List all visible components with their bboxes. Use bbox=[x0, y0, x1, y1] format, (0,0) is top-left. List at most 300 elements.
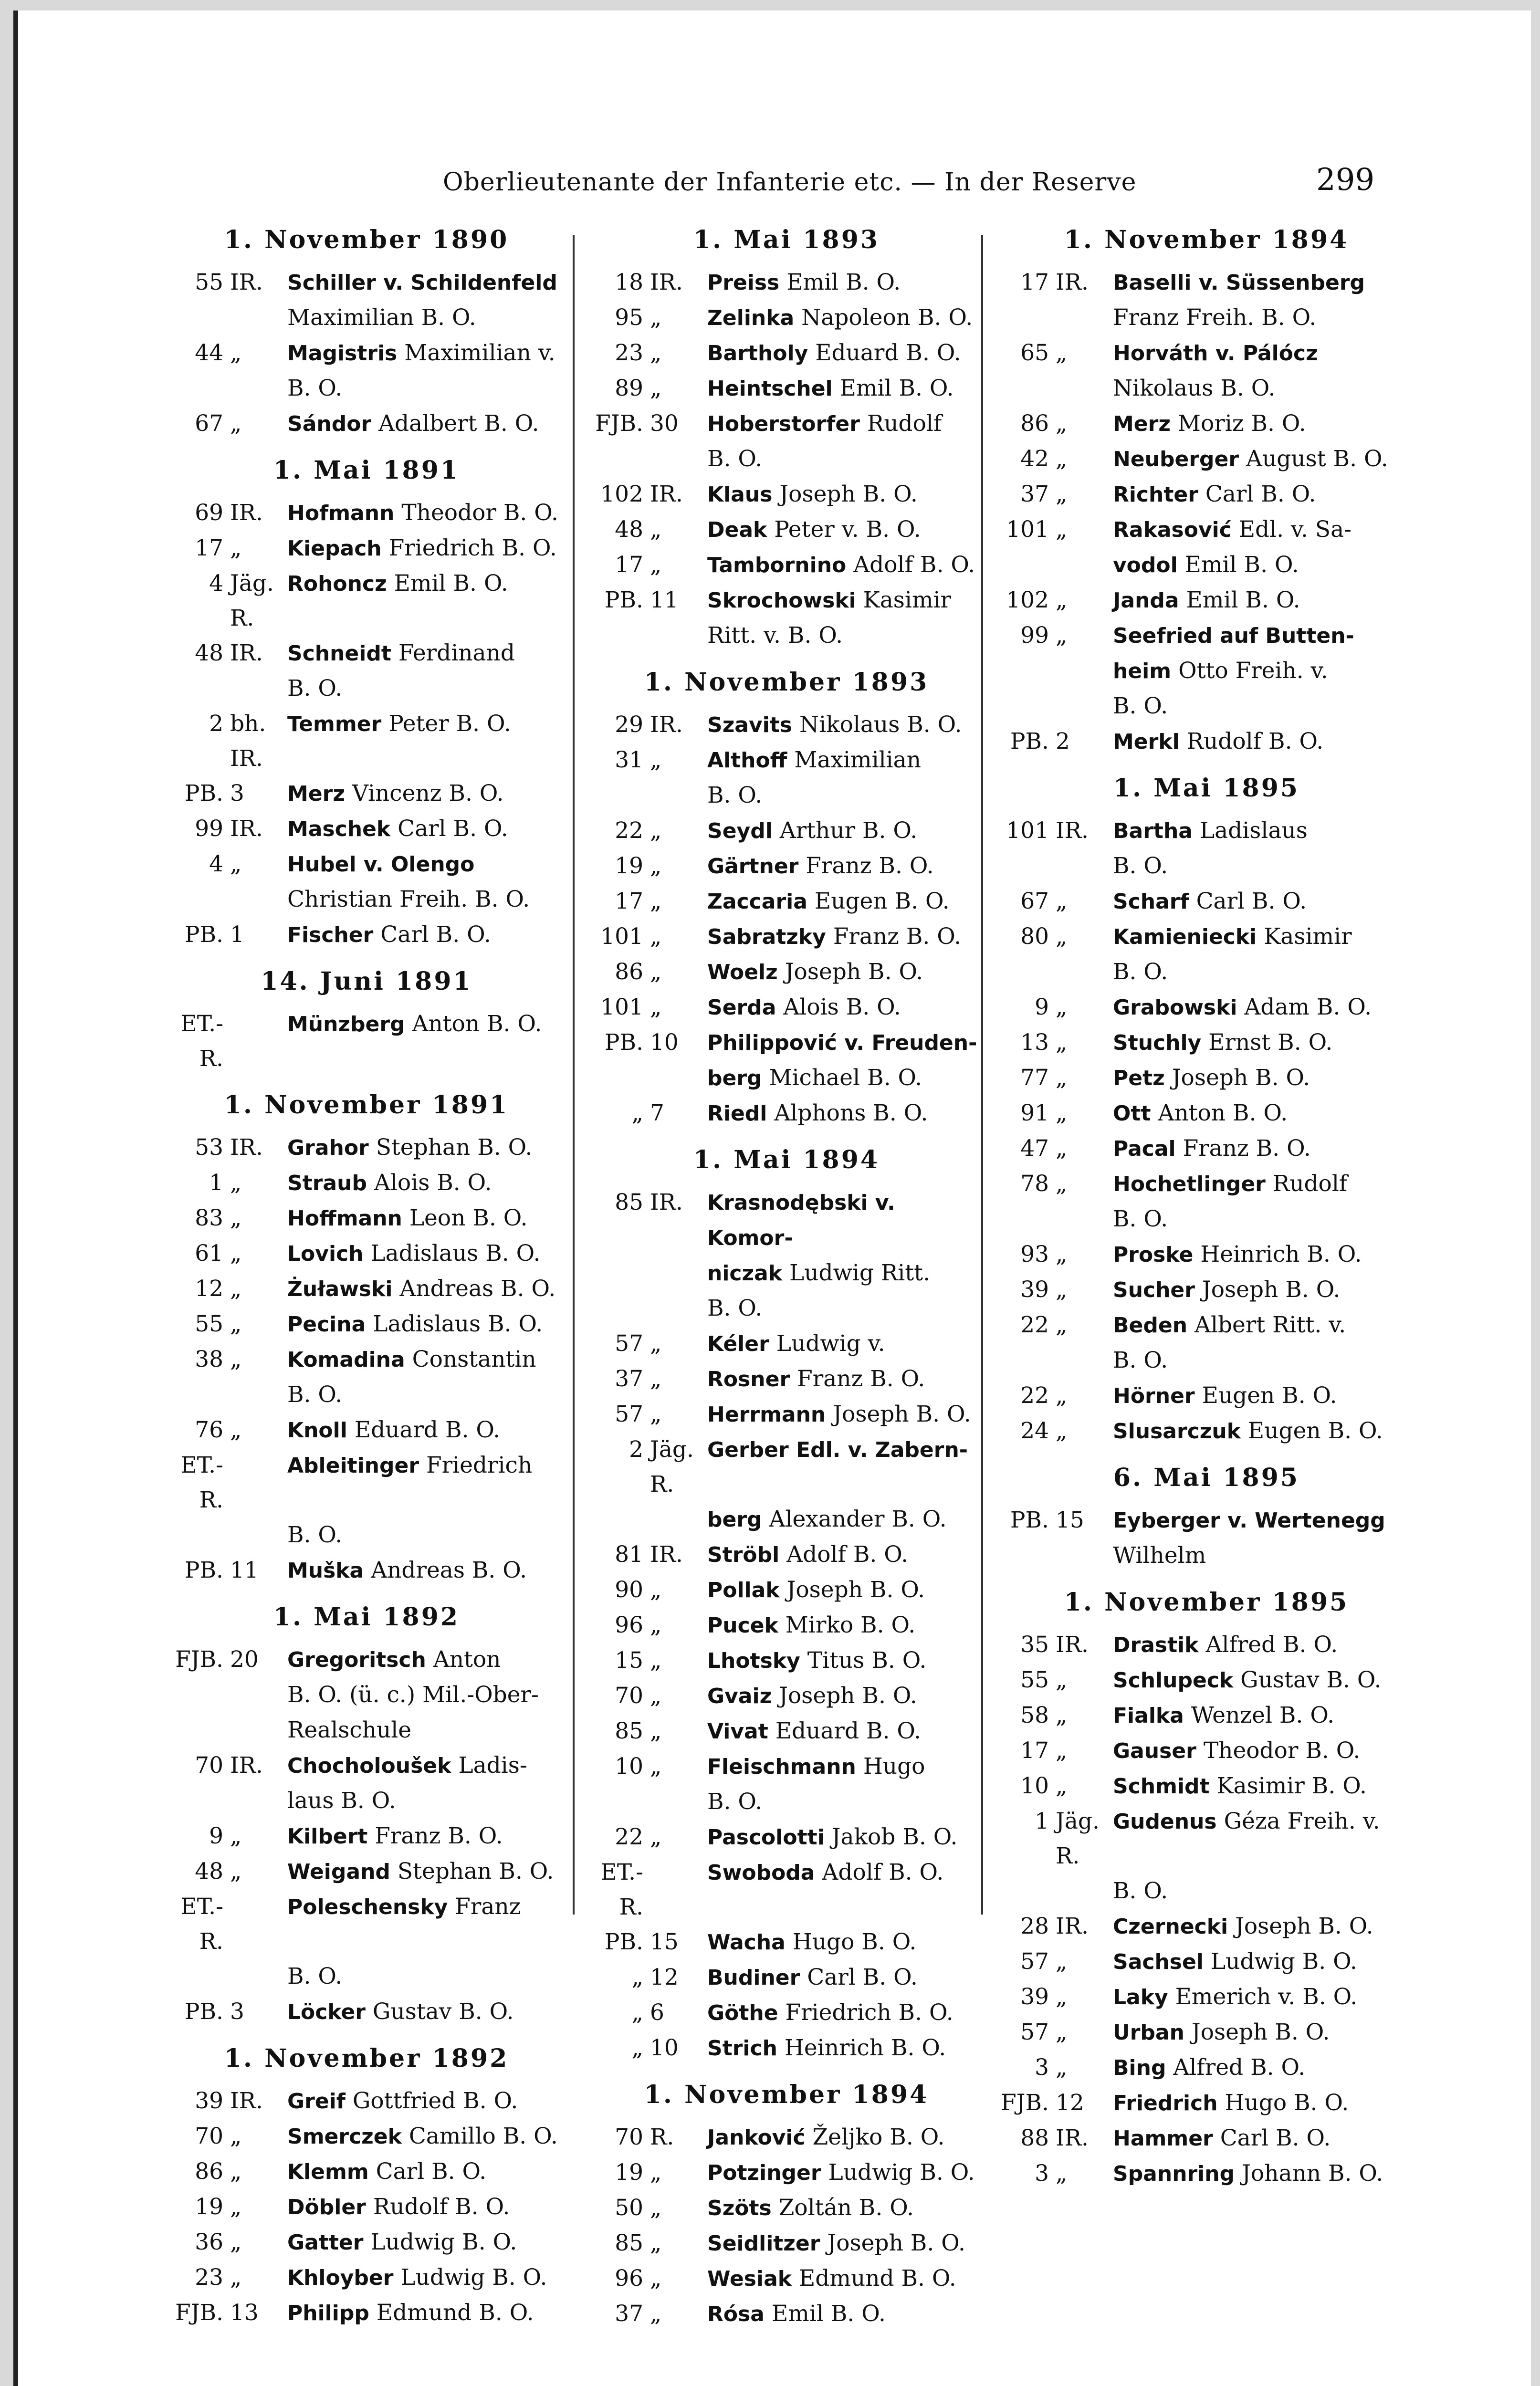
entry-regiment: IR. bbox=[1056, 269, 1089, 295]
entry-number bbox=[996, 1202, 1049, 1237]
entry-details: Stephan B. O. bbox=[397, 1858, 554, 1884]
roster-entry bbox=[591, 371, 982, 406]
entry-space bbox=[792, 712, 799, 738]
entry-surname: Weigand bbox=[287, 1860, 390, 1884]
entry-space bbox=[772, 1683, 779, 1709]
entry-space bbox=[1171, 410, 1178, 437]
entry-space bbox=[1189, 888, 1196, 914]
entry-space bbox=[807, 888, 815, 914]
roster-entry bbox=[591, 1326, 982, 1361]
entry-details: Albert Ritt. v. bbox=[1194, 1312, 1346, 1338]
roster-entry bbox=[996, 1979, 1416, 2015]
entry-details: B. O. bbox=[287, 375, 343, 401]
entry-details: laus B. O. bbox=[287, 1788, 396, 1814]
entry-text bbox=[707, 1820, 982, 1855]
entry-text bbox=[1113, 1272, 1416, 1308]
entry-text bbox=[287, 1642, 562, 1677]
entry-space bbox=[346, 2088, 353, 2114]
entry-space bbox=[363, 1240, 370, 1266]
entry-text bbox=[287, 917, 562, 952]
roster-entry bbox=[996, 1060, 1416, 1096]
entry-surname: Gvaiz bbox=[707, 1684, 772, 1708]
entry-surname: Grahor bbox=[287, 1136, 369, 1160]
entry-text bbox=[287, 1553, 562, 1588]
roster-entry bbox=[171, 1236, 562, 1271]
entry-text bbox=[287, 1819, 562, 1854]
entry-text bbox=[287, 371, 562, 406]
entry-number: 65 bbox=[1020, 340, 1049, 366]
entry-details: Christian Freih. B. O. bbox=[287, 886, 530, 912]
entry-regiment: „ bbox=[1056, 622, 1068, 649]
column-2 bbox=[591, 225, 982, 2332]
entry-text bbox=[707, 512, 982, 547]
entry-regiment: „ bbox=[1056, 1948, 1068, 1975]
entry-space bbox=[1178, 552, 1185, 578]
entry-surname: Proske bbox=[1113, 1243, 1194, 1267]
entry-details: Emil B. O. bbox=[394, 570, 508, 596]
entry-text bbox=[707, 954, 982, 990]
entry-space bbox=[1201, 1029, 1208, 1056]
entry-surname: Bartha bbox=[1113, 819, 1193, 843]
roster-entry bbox=[591, 583, 982, 618]
entry-details: Theodor B. O. bbox=[1203, 1737, 1361, 1764]
entry-regiment: IR. bbox=[650, 481, 683, 507]
entry-text bbox=[707, 1025, 982, 1060]
entry-number: 58 bbox=[1020, 1702, 1049, 1728]
entry-regiment bbox=[643, 1855, 707, 1925]
entry-regiment: „ bbox=[650, 1330, 662, 1357]
section-heading: 1. Mai 1892 bbox=[273, 1602, 460, 1632]
entry-text bbox=[287, 2119, 562, 2154]
entry-details: Rudolf B. O. bbox=[1186, 728, 1324, 754]
entry-text bbox=[1113, 477, 1416, 512]
entry-details: Vincenz B. O. bbox=[352, 780, 504, 806]
entry-text bbox=[1113, 547, 1416, 583]
entry-surname: Lovich bbox=[287, 1242, 364, 1266]
entry-number: 89 bbox=[615, 375, 643, 401]
entry-text bbox=[707, 441, 982, 477]
roster-entry bbox=[591, 1025, 982, 1060]
entry-text bbox=[1113, 1166, 1416, 1202]
entry-details: Ludwig B. O. bbox=[1210, 1948, 1357, 1975]
entry-details: Joseph B. O. bbox=[1191, 2019, 1330, 2045]
roster-entry bbox=[591, 1925, 982, 1960]
roster-entry bbox=[996, 1131, 1416, 1166]
entry-regiment: IR. bbox=[650, 1541, 683, 1568]
entry-text bbox=[707, 1678, 982, 1714]
entry-surname: Stuchly bbox=[1113, 1031, 1202, 1055]
entry-details: Realschule bbox=[287, 1717, 412, 1743]
entry-space bbox=[778, 959, 785, 985]
entry-text bbox=[707, 1643, 982, 1678]
entry-details: Ludwig B. O. bbox=[828, 2159, 975, 2186]
entry-number: 55 bbox=[195, 269, 223, 295]
entry-text bbox=[287, 2295, 562, 2331]
roster-entry bbox=[591, 743, 982, 778]
entry-space bbox=[373, 921, 380, 948]
entry-number: 99 bbox=[1020, 622, 1049, 649]
roster-entry bbox=[591, 848, 982, 884]
entry-surname: Budiner bbox=[707, 1966, 800, 1990]
entry-details: B. O. bbox=[707, 1789, 763, 1815]
entry-surname: Fialka bbox=[1113, 1704, 1184, 1728]
entry-surname: Merz bbox=[287, 782, 345, 806]
entry-text bbox=[707, 583, 982, 618]
entry-details: Wenzel B. O. bbox=[1191, 1702, 1335, 1728]
roster-entry bbox=[591, 1502, 982, 1537]
entry-regiment bbox=[223, 300, 287, 335]
entry-number: PB. bbox=[1010, 1507, 1049, 1533]
entry-number: 1 bbox=[1035, 1808, 1049, 1834]
entry-text bbox=[1113, 406, 1416, 441]
entry-number: 70 bbox=[195, 1752, 223, 1779]
entry-details: Ludwig B. O. bbox=[400, 2264, 547, 2291]
entry-regiment bbox=[643, 1060, 707, 1096]
entry-text bbox=[1113, 2156, 1416, 2191]
entry-regiment: 15 bbox=[1056, 1507, 1084, 1533]
roster-entry bbox=[996, 954, 1416, 990]
roster-entry bbox=[171, 406, 562, 441]
section-heading: 1. Mai 1891 bbox=[273, 456, 460, 485]
entry-number: 86 bbox=[1020, 410, 1049, 437]
entry-number bbox=[996, 689, 1049, 724]
entry-details: Eugen B. O. bbox=[1202, 1382, 1337, 1409]
entry-text bbox=[287, 1342, 562, 1377]
entry-number: 4 bbox=[209, 570, 223, 596]
entry-regiment: „ bbox=[650, 959, 662, 985]
entry-details: Alexander B. O. bbox=[769, 1506, 947, 1532]
entry-regiment: „ bbox=[650, 817, 662, 844]
entry-number: 1 bbox=[209, 1170, 223, 1196]
entry-space bbox=[815, 1859, 822, 1885]
entry-regiment: „ bbox=[1056, 2160, 1068, 2187]
entry-number: 39 bbox=[195, 2088, 223, 2114]
entry-text bbox=[1113, 1202, 1416, 1237]
entry-regiment: „ bbox=[230, 1170, 242, 1196]
entry-text bbox=[1113, 1627, 1416, 1663]
roster-entry bbox=[171, 335, 562, 371]
roster-entry bbox=[171, 1517, 562, 1553]
entry-number: 57 bbox=[1020, 2019, 1049, 2045]
entry-number: 86 bbox=[195, 2158, 223, 2185]
entry-space bbox=[1184, 1702, 1191, 1728]
entry-number: 101 bbox=[600, 923, 643, 950]
entry-regiment: 7 bbox=[650, 1100, 664, 1126]
roster-entry bbox=[171, 1413, 562, 1448]
roster-entry bbox=[171, 847, 562, 882]
entry-text bbox=[287, 1377, 562, 1413]
entry-details: Ludwig v. bbox=[776, 1330, 885, 1357]
roster-entry bbox=[171, 1165, 562, 1201]
entry-regiment bbox=[1049, 954, 1113, 990]
entry-details: Adolf B. O. bbox=[786, 1541, 909, 1568]
entry-regiment: IR. bbox=[650, 269, 683, 295]
entry-space bbox=[381, 711, 388, 737]
roster-entry bbox=[171, 495, 562, 531]
entry-details: Anton B. O. bbox=[1158, 1100, 1288, 1126]
roster-entry bbox=[996, 1663, 1416, 1698]
entry-details: Adolf B. O. bbox=[853, 552, 975, 578]
entry-text bbox=[707, 1291, 982, 1326]
entry-text bbox=[707, 1714, 982, 1749]
roster-entry bbox=[996, 653, 1416, 689]
entry-number bbox=[171, 882, 223, 917]
entry-details: Gustav B. O. bbox=[1240, 1667, 1382, 1693]
entry-number bbox=[591, 1502, 643, 1537]
entry-surname: Pucek bbox=[707, 1613, 778, 1638]
entry-space bbox=[846, 552, 853, 578]
entry-surname: Pascolotti bbox=[707, 1825, 825, 1850]
entry-details: Eduard B. O. bbox=[775, 1718, 922, 1744]
entry-surname: Döbler bbox=[287, 2195, 366, 2219]
roster-entry bbox=[996, 1025, 1416, 1060]
entry-space bbox=[1184, 2019, 1192, 2045]
entry-text bbox=[1113, 1979, 1416, 2015]
entry-regiment: „ bbox=[1056, 1418, 1068, 1444]
entry-surname: Schiller v. Schildenfeld bbox=[287, 271, 557, 295]
entry-space bbox=[1198, 1632, 1205, 1658]
entry-number: „ bbox=[631, 1964, 643, 1990]
entry-details: Maximilian B. O. bbox=[287, 304, 476, 331]
entry-space bbox=[790, 1366, 797, 1392]
entry-number: 37 bbox=[615, 2301, 643, 2327]
entry-number bbox=[591, 1291, 643, 1326]
entry-space bbox=[779, 269, 786, 295]
entry-text bbox=[707, 1572, 982, 1608]
entry-regiment: „ bbox=[230, 851, 242, 877]
roster-entry bbox=[171, 300, 562, 335]
roster-entry bbox=[171, 776, 562, 811]
entry-space bbox=[825, 1824, 832, 1850]
entry-details: Heinrich B. O. bbox=[1200, 1241, 1362, 1267]
entry-text bbox=[707, 1995, 982, 2030]
entry-space bbox=[1166, 2054, 1173, 2081]
entry-number: 55 bbox=[1020, 1667, 1049, 1693]
roster-entry bbox=[171, 2083, 562, 2119]
entry-space bbox=[1228, 1913, 1235, 1939]
entry-regiment bbox=[643, 1256, 707, 1291]
entry-details: Hugo B. O. bbox=[792, 1929, 917, 1955]
entry-regiment bbox=[1049, 371, 1113, 406]
roster-entry bbox=[591, 1678, 982, 1714]
roster-entry bbox=[591, 335, 982, 371]
entry-regiment: 1 bbox=[230, 921, 244, 948]
entry-text bbox=[707, 2261, 982, 2296]
entry-regiment: 12 bbox=[1056, 2090, 1084, 2116]
entry-space bbox=[762, 1065, 769, 1091]
entry-regiment: „ bbox=[650, 1612, 662, 1638]
entry-details: Ladislaus B. O. bbox=[370, 1240, 541, 1266]
entry-details: Otto Freih. v. bbox=[1178, 658, 1328, 684]
entry-regiment: 20 bbox=[230, 1646, 259, 1673]
entry-details: Hugo B. O. bbox=[1225, 2090, 1349, 2116]
entry-number: 101 bbox=[1006, 516, 1049, 543]
entry-surname: Herrmann bbox=[707, 1402, 826, 1427]
entry-space bbox=[367, 1823, 375, 1849]
entry-text bbox=[1113, 1343, 1416, 1378]
entry-space bbox=[1217, 1808, 1224, 1834]
entry-regiment: 2 bbox=[1056, 728, 1070, 754]
entry-number bbox=[171, 1677, 223, 1713]
roster-entry bbox=[996, 884, 1416, 919]
entry-text bbox=[287, 495, 562, 531]
entry-surname: Hörner bbox=[1113, 1384, 1195, 1408]
entry-space bbox=[1213, 2125, 1220, 2151]
entry-number: 67 bbox=[1020, 888, 1049, 914]
entry-regiment: „ bbox=[1056, 1667, 1068, 1693]
entry-regiment: „ bbox=[1056, 994, 1068, 1020]
entry-text bbox=[707, 919, 982, 954]
roster-entry bbox=[996, 618, 1416, 653]
entry-surname: Sabratzky bbox=[707, 925, 826, 949]
entry-text bbox=[707, 2226, 982, 2261]
entry-space bbox=[367, 1170, 374, 1196]
entry-details: Carl B. O. bbox=[380, 921, 491, 948]
entry-number: 22 bbox=[1020, 1382, 1049, 1409]
entry-regiment bbox=[223, 1783, 287, 1819]
entry-regiment: „ bbox=[1056, 1737, 1068, 1764]
entry-surname: Greif bbox=[287, 2089, 346, 2114]
entry-text bbox=[1113, 1663, 1416, 1698]
entry-details: B. O. bbox=[1113, 1878, 1168, 1904]
entry-space bbox=[387, 570, 394, 596]
entry-space bbox=[366, 1311, 373, 1337]
entry-number: 10 bbox=[1020, 1773, 1049, 1799]
entry-space bbox=[419, 1452, 426, 1478]
entry-number: 77 bbox=[1020, 1065, 1049, 1091]
roster-entry bbox=[996, 2156, 1416, 2191]
entry-details: Zoltán B. O. bbox=[778, 2195, 914, 2221]
entry-regiment: „ bbox=[650, 923, 662, 950]
entry-text bbox=[287, 1959, 562, 1994]
entry-number: 76 bbox=[195, 1417, 223, 1443]
entry-text bbox=[1113, 990, 1416, 1025]
entry-space bbox=[394, 500, 401, 526]
entry-text bbox=[287, 1130, 562, 1165]
entry-regiment: „ bbox=[230, 1276, 242, 1302]
entry-details: Carl B. O. bbox=[1220, 2125, 1331, 2151]
roster-entry bbox=[996, 2015, 1416, 2050]
entry-number: 2 bbox=[629, 1436, 643, 1463]
entry-text bbox=[707, 1502, 982, 1537]
entry-number: PB. bbox=[184, 1999, 223, 2025]
entry-space bbox=[767, 516, 774, 543]
entry-regiment: IR. bbox=[230, 1752, 263, 1779]
entry-surname: Merkl bbox=[1113, 730, 1180, 754]
roster-entry bbox=[591, 300, 982, 335]
entry-text bbox=[1113, 1769, 1416, 1804]
entry-details: B. O. bbox=[1113, 693, 1168, 719]
entry-surname: Heintschel bbox=[707, 377, 833, 401]
entry-surname: Löcker bbox=[287, 2000, 366, 2024]
entry-number: 10 bbox=[615, 1753, 643, 1779]
entry-text bbox=[287, 335, 562, 371]
entry-number: PB. bbox=[604, 587, 643, 613]
roster-entry bbox=[171, 1642, 562, 1677]
entry-details: Joseph B. O. bbox=[785, 959, 923, 985]
entry-regiment: „ bbox=[230, 1205, 242, 1231]
entry-space bbox=[1168, 1984, 1175, 2010]
entry-text bbox=[707, 2120, 982, 2155]
entry-text bbox=[1113, 441, 1416, 477]
entry-text bbox=[707, 2296, 982, 2332]
entry-space bbox=[366, 1999, 373, 2025]
entry-surname: Tambornino bbox=[707, 553, 847, 577]
entry-regiment bbox=[1049, 547, 1113, 583]
entry-details: Constantin bbox=[412, 1346, 536, 1372]
entry-number: 22 bbox=[615, 817, 643, 844]
roster-entry bbox=[996, 441, 1416, 477]
entry-space bbox=[1198, 481, 1205, 507]
entry-number: 38 bbox=[195, 1346, 223, 1372]
entry-space bbox=[405, 1011, 412, 1037]
entry-space bbox=[806, 2124, 813, 2150]
entry-space bbox=[397, 340, 404, 366]
roster-entry bbox=[996, 1166, 1416, 1202]
roster-entry bbox=[591, 884, 982, 919]
entry-details: Kasimir bbox=[863, 587, 952, 613]
entry-surname: Swoboda bbox=[707, 1861, 815, 1885]
roster-entry bbox=[996, 406, 1416, 441]
entry-number: PB. bbox=[184, 921, 223, 948]
roster-entry bbox=[591, 441, 982, 477]
roster-entry bbox=[171, 1271, 562, 1307]
entry-details: B. O. bbox=[1113, 1347, 1168, 1373]
entry-surname: Bartholy bbox=[707, 341, 808, 366]
page-number: 299 bbox=[1316, 162, 1375, 198]
entry-space bbox=[800, 1964, 807, 1990]
entry-surname: Chocholoušek bbox=[287, 1754, 451, 1778]
entry-surname: Riedl bbox=[707, 1101, 767, 1126]
entry-number bbox=[996, 300, 1049, 335]
entry-regiment bbox=[223, 1517, 287, 1553]
entry-details: Arthur B. O. bbox=[779, 817, 918, 844]
entry-regiment: „ bbox=[650, 1753, 662, 1779]
roster-entry bbox=[171, 1201, 562, 1236]
roster-entry bbox=[591, 813, 982, 848]
entry-number: 85 bbox=[615, 1718, 643, 1744]
entry-regiment: „ bbox=[650, 1647, 662, 1674]
entry-number: 70 bbox=[615, 2124, 643, 2150]
entry-number: 48 bbox=[195, 1858, 223, 1884]
entry-details: B. O. (ü. c.) Mil.-Ober- bbox=[287, 1682, 539, 1708]
entry-number: 19 bbox=[195, 2194, 223, 2220]
roster-entry bbox=[591, 1784, 982, 1820]
entry-regiment: IR. bbox=[230, 1134, 263, 1161]
entry-number: 80 bbox=[1020, 923, 1049, 950]
entry-details: B. O. bbox=[287, 1381, 343, 1408]
entry-text bbox=[1113, 1025, 1416, 1060]
entry-regiment: 11 bbox=[230, 1557, 259, 1583]
entry-text bbox=[287, 706, 562, 776]
roster-entry bbox=[171, 1307, 562, 1342]
entry-surname: Neuberger bbox=[1113, 447, 1239, 471]
entry-text bbox=[287, 1783, 562, 1819]
entry-space bbox=[402, 1205, 409, 1231]
roster-entry bbox=[591, 1608, 982, 1643]
entry-regiment bbox=[223, 1713, 287, 1748]
entry-regiment: „ bbox=[650, 2301, 662, 2327]
entry-details: Ladis- bbox=[458, 1752, 527, 1779]
entry-regiment bbox=[223, 882, 287, 917]
roster-entry bbox=[171, 566, 562, 636]
entry-details: B. O. bbox=[1113, 959, 1168, 985]
entry-number: „ bbox=[631, 2035, 643, 2061]
entry-number: 88 bbox=[1020, 2125, 1049, 2151]
entry-details: Friedrich B. O. bbox=[785, 1999, 953, 2026]
entry-text bbox=[707, 300, 982, 335]
entry-space bbox=[800, 1647, 807, 1674]
